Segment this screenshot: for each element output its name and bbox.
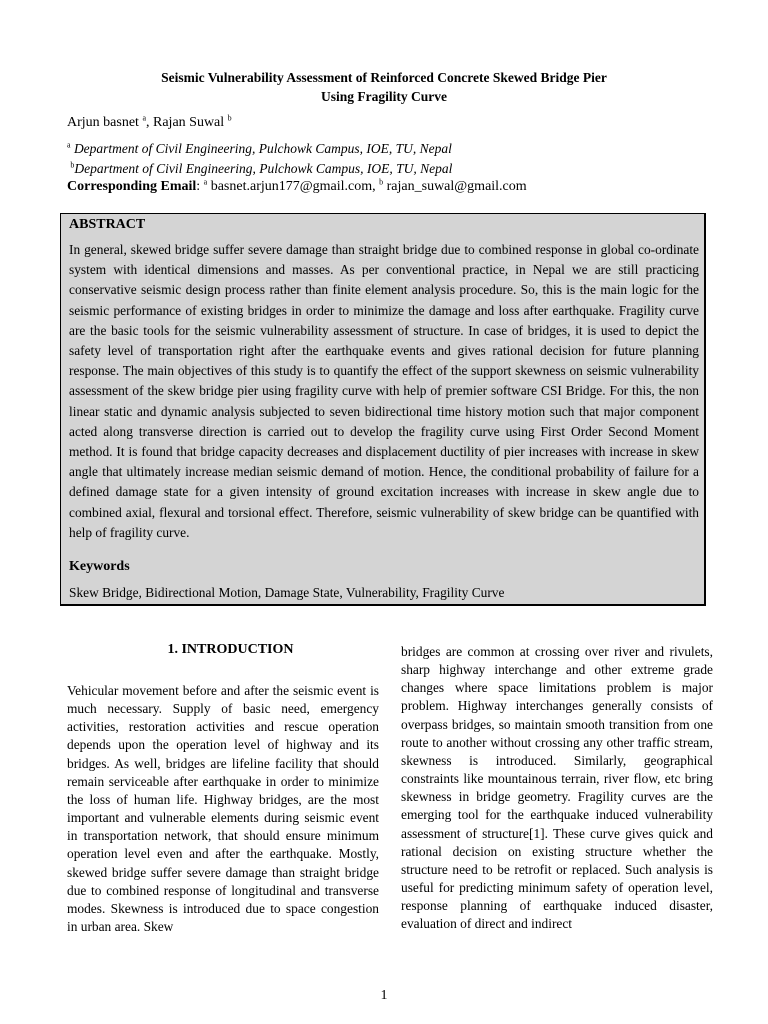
paper-title [60, 68, 708, 106]
author-2-superscript: b [227, 113, 232, 123]
introduction-left-column: Vehicular movement before and after the seismic event is much necessary. Supply of basic need, emergency activities, restoration activities and rescue operation depends upon the operation level of highway and its bridges. As well, bridges are lifeline facility that should remain serviceable after earthquake in order to minimize the loss of human life. Highway bridges, are the most important and vulnerable elements during seismic event in transportation network, that should ensure minimum operation level even and after the earthquake. Mostly, skewed bridge suffer severe damage than straight bridge due to combined response of longitudinal and transverse modes. Skewness is introduced due to space congestion in urban area. Skew [67, 683, 379, 935]
page-number: 1 [380, 988, 388, 1003]
email-2-superscript: b [379, 177, 384, 187]
email-2[interactable]: rajan_suwal@gmail.com [383, 179, 527, 194]
email-1[interactable]: basnet.arjun177@gmail.com, [207, 179, 380, 194]
affiliation-2-superscript: b [70, 160, 75, 170]
introduction-right-column: bridges are common at crossing over river and rivulets, sharp highway interchange and other extreme grade changes where space limitations problem is major problem. Highway interchanges generally consists of overpass bridges, so maintain smooth transition from one route to another without crossing any other traffic stream, skewness is introduced. Similarly, geographical constraints like mountainous terrain, river flow, etc bring skewness in bridge geometry. Fragility curves are the emerging tool for the earthquake induced vulnerability assessment of structure[1]. These curve gives quick and rational decision on existing structure whether the structure need to be retrofit or replaced. Such analysis is useful for predicting minimum safety of operation level, response planning of earthquake induced disaster, evaluation of direct and indirect [401, 644, 713, 932]
abstract-box [60, 213, 706, 606]
corresponding-email [67, 178, 527, 196]
affiliation-2 [67, 160, 452, 178]
keywords-text: Skew Bridge, Bidirectional Motion, Damage State, Vulnerability, Fragility Curve [69, 585, 505, 600]
email-1-superscript: a [203, 177, 208, 187]
abstract-heading: ABSTRACT [69, 217, 146, 232]
affiliation-1-text: Department of Civil Engineering, Pulchowk Campus, IOE, TU, Nepal [70, 141, 452, 156]
abstract-text: In general, skewed bridge suffer severe damage than straight bridge due to combined response in global co-ordinate system with identical dimensions and masses. As per conventional practice, in Nepal we are still practicing conservative seismic design process rather than finite element analysis procedure. So, this is the main logic for the seismic performance of existing bridges in order to minimize the damage and loss after earthquake. Fragility curve are the basic tools for the seismic vulnerability assessment of structure. In case of bridges, it is used to depict the safety level of transportation right after the earthquake events and gives rational decision for future planning response. The main objectives of this study is to quantify the effect of the support skewness on seismic vulnerability assessment of the skew bridge pier using fragility curve with help of premier software CSI Bridge. For this, the non linear static and dynamic analysis subjected to seven bidirectional time history motion such that major component acted along transverse direction is carried out to develop the fragility curve using First Order Second Moment method. It is found that bridge capacity decreases and displacement ductility of pier increases with increase in skew angle that ultimately increase median seismic demand of motion. Hence, the conditional probability of failure for a defined damage state for a given intensity of ground excitation increases with increase in skew angle due to combined axial, flexural and torsional effect. Therefore, seismic vulnerability of skew bridge can be quantified with help of fragility curve. [69, 242, 699, 540]
introduction-heading: 1. INTRODUCTION [167, 642, 294, 657]
author-2: Rajan Suwal [153, 115, 225, 130]
email-colon: : [196, 179, 204, 194]
paper-title-line-2: Using Fragility Curve [321, 89, 447, 104]
author-separator: , [146, 115, 153, 130]
email-label: Corresponding Email [67, 179, 197, 194]
affiliation-1-superscript: a [67, 140, 71, 150]
author-1-superscript: a [142, 113, 146, 123]
keywords-heading: Keywords [69, 559, 130, 574]
paper-title-line-1: Seismic Vulnerability Assessment of Reinforced Concrete Skewed Bridge Pier [161, 70, 607, 85]
affiliation-2-text: Department of Civil Engineering, Pulchowk Campus, IOE, TU, Nepal [74, 161, 453, 176]
author-list [67, 114, 232, 132]
author-1: Arjun basnet [67, 115, 139, 130]
affiliation-1 [67, 140, 452, 158]
